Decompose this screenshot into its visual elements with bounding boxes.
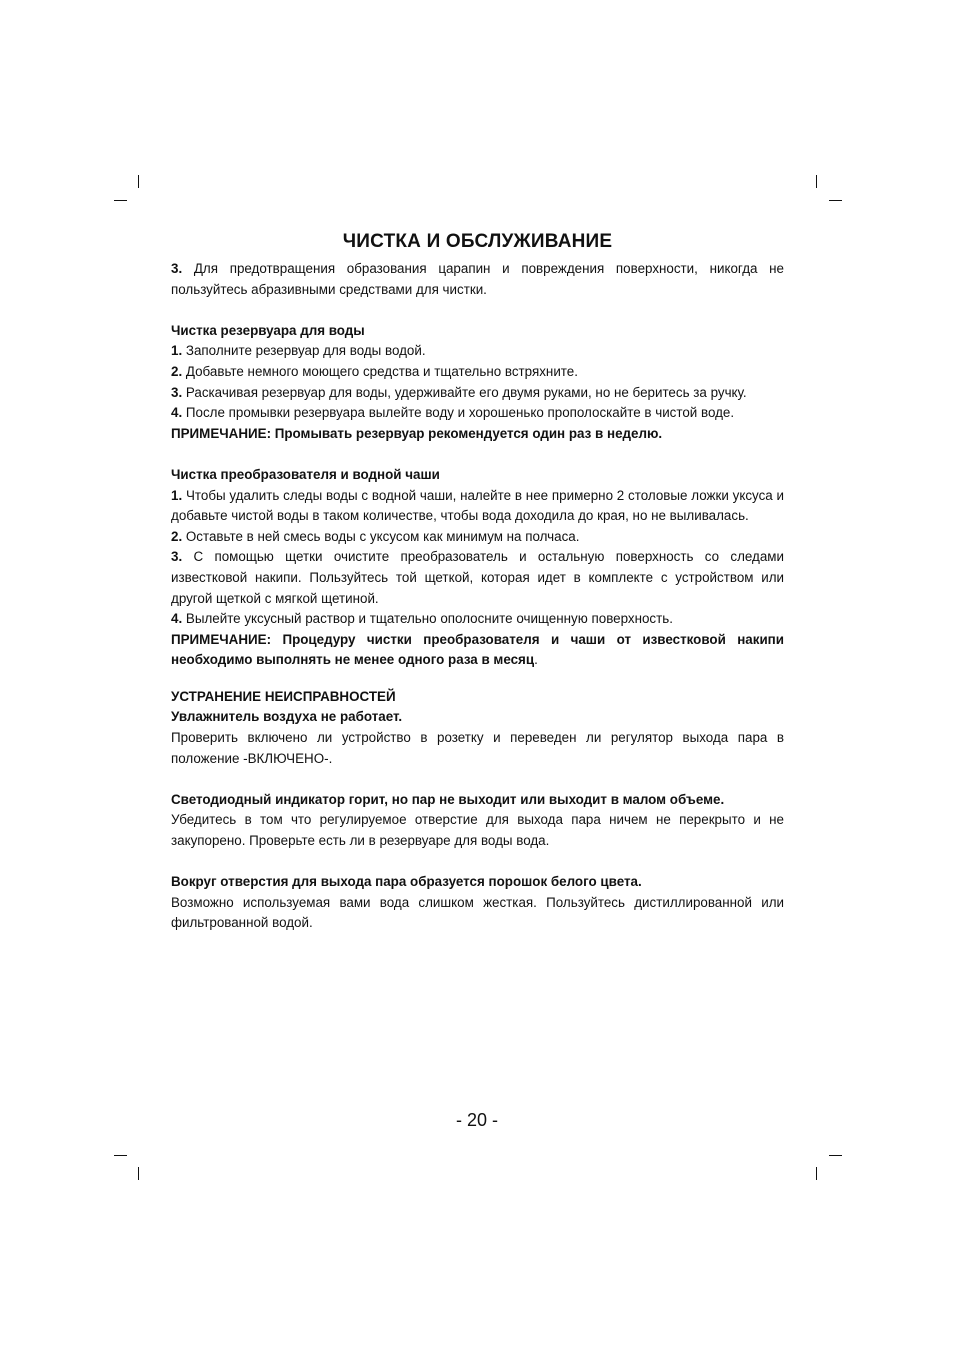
problem-title: Увлажнитель воздуха не работает. [171, 709, 403, 725]
item-number: 3. [171, 384, 183, 400]
crop-mark-top-left-vertical [138, 175, 139, 188]
crop-mark-top-left-horizontal [114, 200, 127, 201]
item-text: После промывки резервуара вылейте воду и хорошенько прополоскайте в чистой воде. [182, 405, 735, 421]
item-number: 4. [171, 405, 183, 421]
list-item [171, 362, 784, 383]
problem-solution: Возможно используемая вами вода слишком жесткая. Пользуйтесь дистиллированной или фильтрованной водой. [171, 894, 784, 931]
section-heading-tank: Чистка резервуара для воды [171, 322, 365, 338]
crop-mark-bottom-right-vertical [816, 1167, 817, 1180]
list-item [171, 527, 784, 548]
item-text: Раскачивая резервуар для воды, удерживайте его двумя руками, но не беритесь за ручку. [182, 384, 747, 400]
item-number: 3. [171, 261, 183, 276]
item-number: 3. [171, 549, 183, 565]
list-item [171, 403, 784, 424]
problem-title: Светодиодный индикатор горит, но пар не выходит или выходит в малом объеме. [171, 791, 725, 807]
item-number: 2. [171, 528, 183, 544]
crop-mark-bottom-right-horizontal [829, 1155, 842, 1156]
item-number: 4. [171, 611, 183, 627]
item-number: 2. [171, 363, 183, 379]
item-text: Чтобы удалить следы воды с водной чаши, налейте в нее примерно 2 столовые ложки уксуса и добавьте чистой воды в таком количестве, чтобы вода доходила до края, но не выливалась. [171, 487, 784, 524]
item-text: Заполните резервуар для воды водой. [182, 343, 426, 359]
item-text: Добавьте немного моющего средства и тщательно встряхните. [182, 363, 578, 379]
item-text: С помощью щетки очистите преобразователь и остальную поверхность со следами известковой накипи. Пользуйтесь той щеткой, которая идет в комплекте с устройством или другой щеткой с мягкой щетиной. [171, 549, 784, 606]
note-tank: ПРИМЕЧАНИЕ: Промывать резервуар рекомендуется один раз в неделю. [171, 425, 663, 441]
problem-solution: Проверить включено ли устройство в розетку и переведен ли регулятор выхода пара в положение -ВКЛЮЧЕНО-. [171, 730, 784, 766]
crop-mark-bottom-left-vertical [138, 1167, 139, 1180]
section-heading-troubleshooting: УСТРАНЕНИЕ НЕИСПРАВНОСТЕЙ [171, 688, 396, 704]
note-transducer [171, 630, 784, 671]
crop-mark-top-right-vertical [816, 175, 817, 188]
list-item [171, 486, 784, 527]
list-item [171, 547, 784, 609]
intro-paragraph [171, 259, 784, 300]
page-title: ЧИСТКА И ОБСЛУЖИВАНИЕ [342, 231, 613, 252]
list-item [171, 383, 784, 404]
list-item [171, 609, 784, 630]
item-text: Для предотвращения образования царапин и повреждения поверхности, никогда не пользуйтесь абразивными средствами для чистки. [171, 261, 784, 297]
page-content [171, 229, 784, 934]
item-text: Оставьте в ней смесь воды с уксусом как минимум на полчаса. [182, 528, 580, 544]
item-text: Вылейте уксусный раствор и тщательно ополосните очищенную поверхность. [182, 611, 673, 627]
note-text: ПРИМЕЧАНИЕ: Процедуру чистки преобразователя и чаши от известковой накипи необходимо выполнять не менее одного раза в месяц [171, 631, 784, 668]
crop-mark-top-right-horizontal [829, 200, 842, 201]
item-number: 1. [171, 343, 183, 359]
list-item [171, 341, 784, 362]
note-end: . [534, 652, 538, 668]
page-number: - 20 - [455, 1110, 498, 1130]
item-number: 1. [171, 487, 183, 503]
problem-title: Вокруг отверстия для выхода пара образуется порошок белого цвета. [171, 874, 642, 890]
problem-solution: Убедитесь в том что регулируемое отверстие для выхода пара ничем не перекрыто и не закупорено. Проверьте есть ли в резервуаре для воды вода. [171, 812, 784, 849]
crop-mark-bottom-left-horizontal [114, 1155, 127, 1156]
section-heading-transducer: Чистка преобразователя и водной чаши [171, 466, 440, 482]
